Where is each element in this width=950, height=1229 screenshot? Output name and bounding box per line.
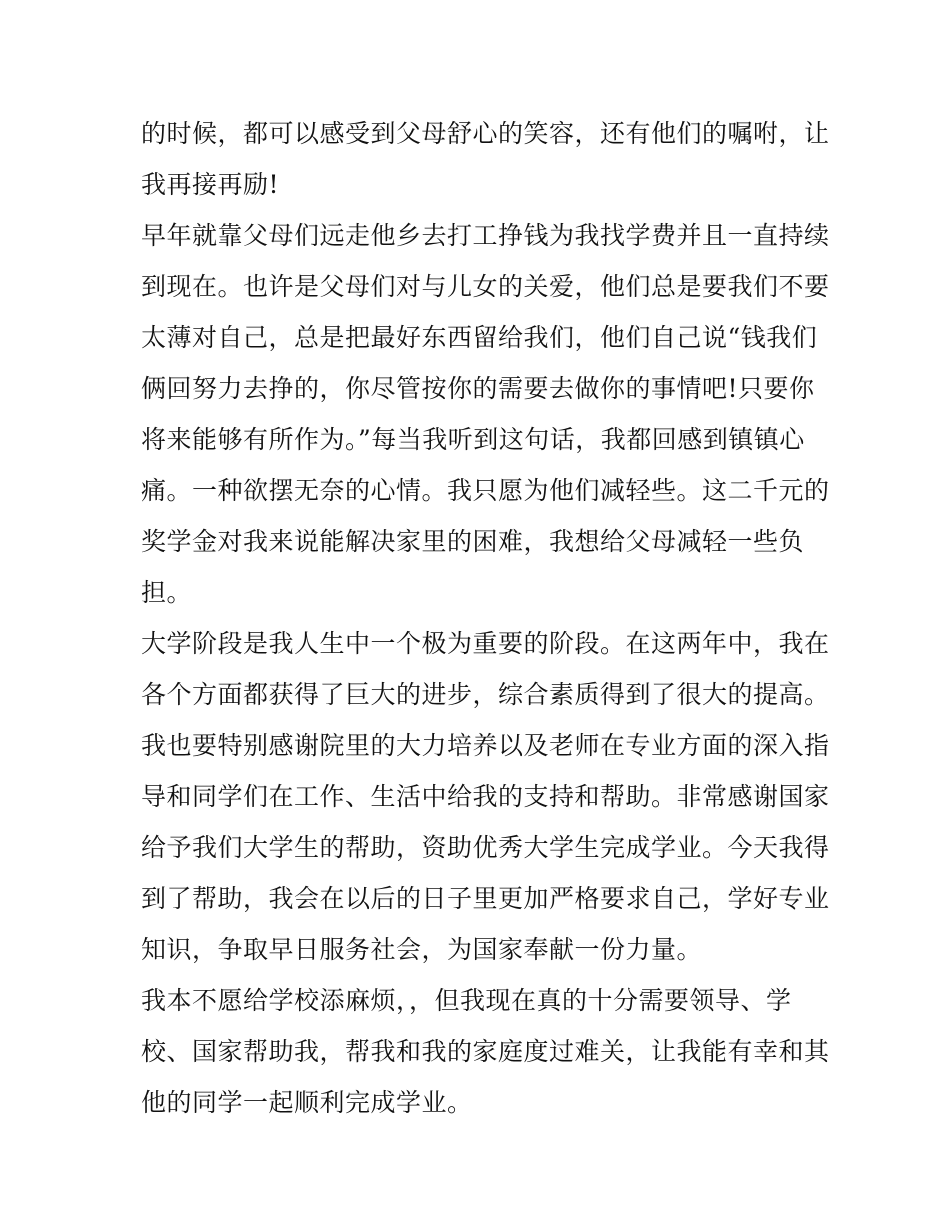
text-line: 的时候，都可以感受到父母舒心的笑容，还有他们的嘱咐，让 [141,119,830,148]
text-line: 俩回努力去挣的，你尽管按你的需要去做你的事情吧!只要你 [141,374,815,403]
text-line: 我再接再励! [141,170,280,199]
text-line: 给予我们大学生的帮助，资助优秀大学生完成学业。今天我得 [141,833,830,862]
text-line: 我本不愿给学校添麻烦，，但我现在真的十分需要领导、学 [141,986,792,1015]
text-line: 太薄对自己，总是把最好东西留给我们，他们自己说“钱我们 [141,323,818,352]
text-line: 各个方面都获得了巨大的进步，综合素质得到了很大的提高。 [141,680,830,709]
text-line: 到了帮助，我会在以后的日子里更加严格要求自己，学好专业 [141,884,830,913]
text-line: 早年就靠父母们远走他乡去打工挣钱为我找学费并且一直持续 [141,221,830,250]
text-line: 导和同学们在工作、生活中给我的支持和帮助。非常感谢国家 [141,782,830,811]
text-line: 担。 [141,578,193,607]
text-line: 校、国家帮助我，帮我和我的家庭度过难关，让我能有幸和其 [141,1037,830,1066]
body-text [141,108,830,1128]
text-line: 到现在。也许是父母们对与儿女的关爱，他们总是要我们不要 [141,272,830,301]
text-line: 他的同学一起顺利完成学业。 [141,1088,473,1117]
text-line: 知识，争取早日服务社会，为国家奉献一份力量。 [141,935,703,964]
text-line: 痛。一种欲摆无奈的心情。我只愿为他们减轻些。这二千元的 [141,476,830,505]
text-line: 我也要特别感谢院里的大力培养以及老师在专业方面的深入指 [141,731,830,760]
text-line: 奖学金对我来说能解决家里的困难，我想给父母减轻一些负 [141,527,805,556]
text-line: 将来能够有所作为。”每当我听到这句话，我都回感到镇镇心 [141,425,805,454]
text-line: 大学阶段是我人生中一个极为重要的阶段。在这两年中，我在 [141,629,830,658]
